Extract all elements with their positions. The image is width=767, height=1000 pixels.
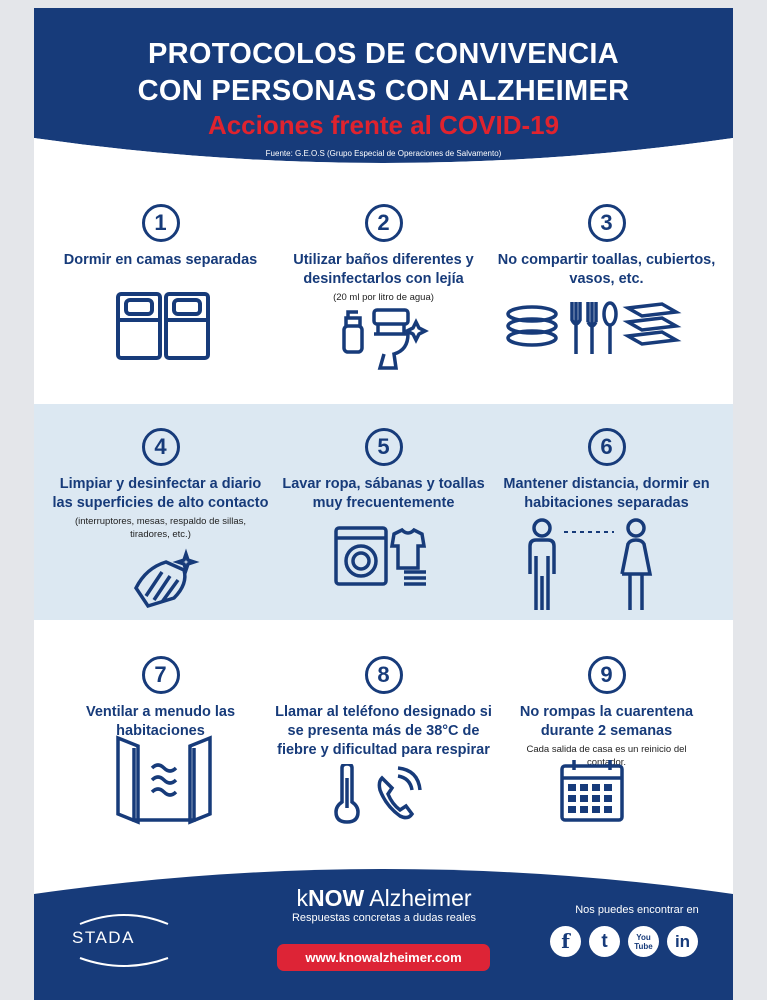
item-label: No rompas la cuarentena durante 2 semanas — [519, 704, 694, 739]
protocol-item-7 — [44, 656, 277, 741]
page-title — [34, 36, 733, 110]
protocol-item-9 — [490, 656, 723, 769]
title-line-1: PROTOCOLOS DE CONVIVENCIA — [147, 38, 620, 70]
item-label: No compartir toallas, cubiertos, vasos, etc. — [497, 252, 716, 287]
toilet-spray-icon — [334, 300, 434, 380]
item-number: 7 — [142, 656, 180, 694]
item-number: 2 — [365, 204, 403, 242]
item-note: Cada salida de casa es un reinicio del contador. — [526, 744, 687, 768]
distance-people-icon — [524, 516, 654, 612]
item-label: Lavar ropa, sábanas y toallas muy frecuentemente — [282, 476, 485, 511]
beds-icon — [114, 290, 214, 362]
protocol-item-3 — [490, 204, 723, 289]
item-number: 6 — [588, 428, 626, 466]
plates-cutlery-towels-icon — [504, 298, 684, 358]
cleaning-hand-icon — [126, 548, 206, 612]
stada-logo: STADA — [72, 928, 135, 947]
item-number: 1 — [142, 204, 180, 242]
twitter-icon[interactable]: t — [589, 926, 620, 957]
facebook-icon[interactable]: f — [550, 926, 581, 957]
know-alzheimer-brand — [264, 885, 504, 924]
website-link[interactable]: www.knowalzheimer.com — [277, 944, 490, 971]
youtube-icon[interactable]: You Tube — [628, 926, 659, 957]
header — [34, 8, 733, 198]
linkedin-icon[interactable]: in — [667, 926, 698, 957]
item-note: (interruptores, mesas, respaldo de sillas, tiradores, etc.) — [74, 516, 247, 540]
brand-tagline: Respuestas concretas a dudas reales — [291, 912, 477, 924]
open-window-icon — [114, 734, 214, 826]
item-label: Dormir en camas separadas — [63, 252, 258, 268]
protocol-item-1 — [44, 204, 277, 270]
find-us-text: Nos puedes encontrar en — [575, 904, 699, 916]
item-label: Mantener distancia, dormir en habitaciones separadas — [503, 476, 710, 511]
item-label: Ventilar a menudo las habitaciones — [85, 704, 236, 739]
protocol-item-2 — [267, 204, 500, 304]
protocol-item-8 — [267, 656, 500, 760]
subtitle: Acciones frente al COVID-19 — [207, 110, 560, 140]
item-number: 5 — [365, 428, 403, 466]
item-number: 4 — [142, 428, 180, 466]
source-note: Fuente: G.E.O.S (Grupo Especial de Operaciones de Salvamento) — [265, 149, 502, 158]
title-line-2: CON PERSONAS CON ALZHEIMER — [137, 75, 630, 107]
brand-name: kNOW Alzheimer — [296, 885, 472, 911]
item-label: Limpiar y desinfectar a diario las superficies de alto contacto — [52, 476, 269, 511]
item-number: 3 — [588, 204, 626, 242]
calendar-icon — [558, 758, 628, 824]
protocol-item-6 — [490, 428, 723, 513]
protocol-item-4 — [44, 428, 277, 541]
washing-machine-icon — [332, 524, 432, 588]
item-number: 8 — [365, 656, 403, 694]
poster — [34, 8, 733, 1000]
social-links — [550, 926, 720, 960]
item-label: Llamar al teléfono designado si se presenta más de 38°C de fiebre y dificultad para respirar — [275, 704, 492, 758]
item-number: 9 — [588, 656, 626, 694]
item-note: (20 ml por litro de agua) — [333, 292, 434, 303]
thermometer-phone-icon — [334, 764, 434, 824]
protocol-item-5 — [267, 428, 500, 513]
item-label: Utilizar baños diferentes y desinfectarlos con lejía — [293, 252, 474, 287]
